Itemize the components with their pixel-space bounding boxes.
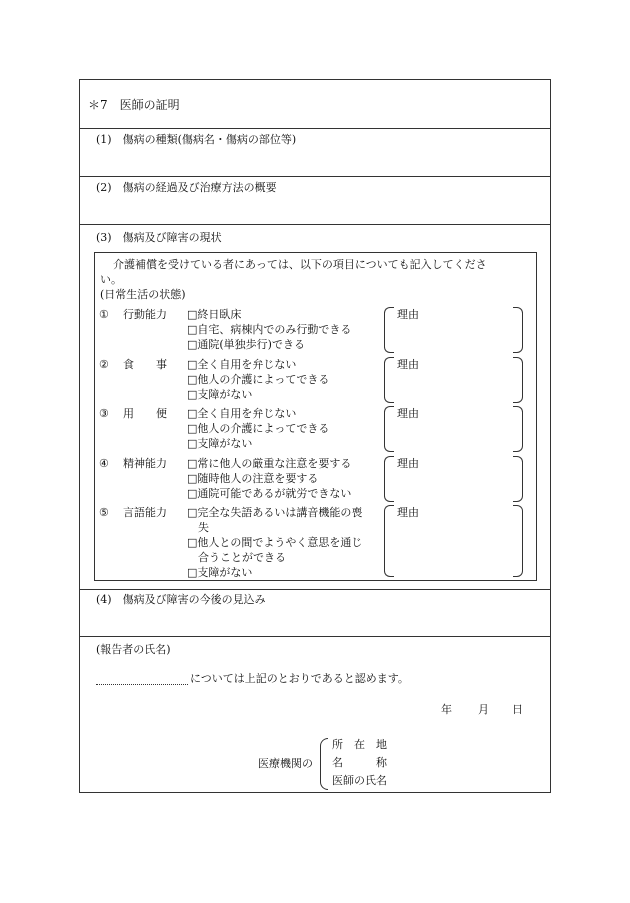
item-name: 用 便 xyxy=(123,407,167,420)
checkbox-option[interactable]: □支障がない xyxy=(187,388,253,401)
item-number: ⑤ xyxy=(99,506,109,519)
section-2-label: (2) 傷病の経過及び治療方法の概要 xyxy=(96,181,277,194)
checkbox-option-continued: 失 xyxy=(198,521,209,534)
instruction-line-1: 介護補償を受けている者にあっては、以下の項目についても記入してくださ xyxy=(113,258,487,271)
section-7-title: ＊7 医師の証明 xyxy=(88,98,180,112)
reason-bracket-left xyxy=(384,357,394,403)
checkbox-option[interactable]: □支障がない xyxy=(187,437,253,450)
institution-label: 医療機関の xyxy=(258,757,313,770)
reason-label: 理由 xyxy=(397,457,419,470)
checkbox-option[interactable]: □常に他人の厳重な注意を要する xyxy=(187,457,352,470)
item-number: ② xyxy=(99,358,109,371)
checkbox-option[interactable]: □全く自用を弁じない xyxy=(187,407,297,420)
reason-label: 理由 xyxy=(397,358,419,371)
date-month-label: 月 xyxy=(478,703,489,716)
divider xyxy=(80,176,550,177)
divider xyxy=(80,128,550,129)
divider xyxy=(80,224,550,225)
institution-name-label: 名 称 xyxy=(332,756,387,769)
reason-bracket-right xyxy=(513,357,523,403)
reason-bracket-right xyxy=(513,307,523,353)
item-number: ④ xyxy=(99,457,109,470)
checkbox-option[interactable]: □他人の介護によってできる xyxy=(187,373,330,386)
reason-bracket-left xyxy=(384,505,394,577)
checkbox-option[interactable]: □支障がない xyxy=(187,566,253,579)
item-name: 言語能力 xyxy=(123,506,167,519)
section-4-label: (4) 傷病及び障害の今後の見込み xyxy=(96,593,266,606)
institution-address-label: 所 在 地 xyxy=(332,738,387,751)
reporter-name-blank[interactable] xyxy=(96,684,188,685)
doctor-name-label: 医師の氏名 xyxy=(332,774,387,787)
checkbox-option[interactable]: □完全な失語あるいは講音機能の喪 xyxy=(187,506,363,519)
checkbox-option[interactable]: □全く自用を弁じない xyxy=(187,358,297,371)
checkbox-option[interactable]: □自宅、病棟内でのみ行動できる xyxy=(187,323,352,336)
item-name: 精神能力 xyxy=(123,457,167,470)
item-number: ③ xyxy=(99,407,109,420)
daily-life-sublabel: (日常生活の状態) xyxy=(100,288,186,301)
divider xyxy=(80,636,550,637)
reason-label: 理由 xyxy=(397,308,419,321)
reason-bracket-left xyxy=(384,456,394,502)
checkbox-option[interactable]: □通院(単独歩行)できる xyxy=(187,338,305,351)
reason-bracket-left xyxy=(384,406,394,452)
date-day-label: 日 xyxy=(512,703,523,716)
section-1-label: (1) 傷病の種類(傷病名・傷病の部位等) xyxy=(96,133,297,146)
section-3-label: (3) 傷病及び障害の現状 xyxy=(96,231,222,244)
institution-brace xyxy=(320,738,328,790)
checkbox-option[interactable]: □終日臥床 xyxy=(187,308,242,321)
checkbox-option[interactable]: □通院可能であるが就労できない xyxy=(187,487,352,500)
checkbox-option[interactable]: □他人との間でようやく意思を通じ xyxy=(187,536,363,549)
reason-bracket-left xyxy=(384,307,394,353)
date-year-label: 年 xyxy=(441,703,452,716)
reason-label: 理由 xyxy=(397,506,419,519)
certification-statement: については上記のとおりであると認めます。 xyxy=(190,672,409,685)
reason-bracket-right xyxy=(513,456,523,502)
daily-life-status-box xyxy=(94,252,537,581)
item-name: 行動能力 xyxy=(123,308,167,321)
checkbox-option[interactable]: □他人の介護によってできる xyxy=(187,422,330,435)
checkbox-option[interactable]: □随時他人の注意を要する xyxy=(187,472,319,485)
reason-label: 理由 xyxy=(397,407,419,420)
item-name: 食 事 xyxy=(123,358,167,371)
checkbox-option-continued: 合うことができる xyxy=(198,551,286,564)
reporter-name-label: (報告者の氏名) xyxy=(96,643,171,656)
reason-bracket-right xyxy=(513,406,523,452)
divider xyxy=(80,589,550,590)
medical-certificate-form xyxy=(79,79,551,793)
item-number: ① xyxy=(99,308,109,321)
instruction-line-2: い。 xyxy=(100,273,122,286)
reason-bracket-right xyxy=(513,505,523,577)
